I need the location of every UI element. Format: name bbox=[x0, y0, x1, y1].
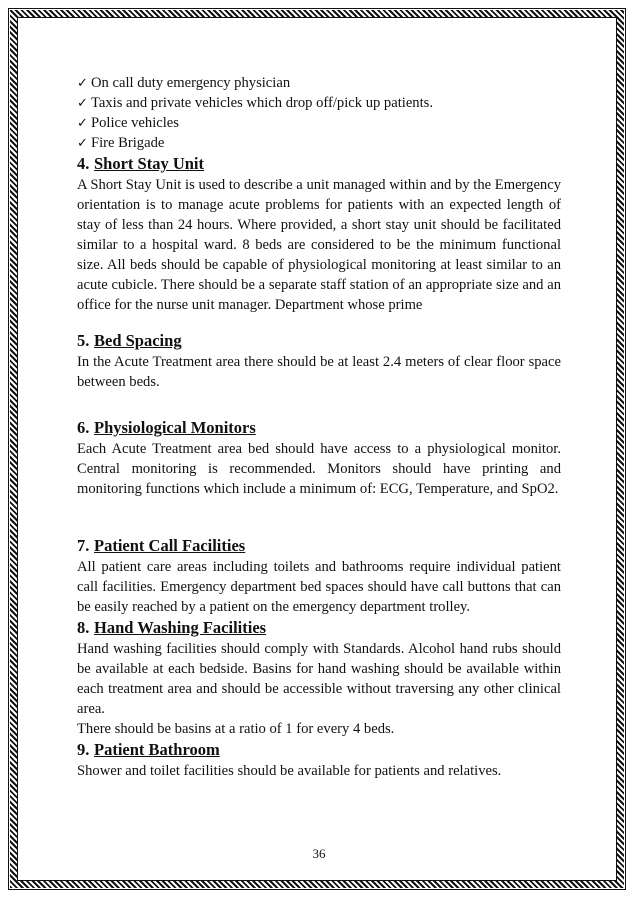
checklist-text: Taxis and private vehicles which drop off/pick up patients. bbox=[91, 95, 433, 111]
checklist-text: On call duty emergency physician bbox=[91, 75, 291, 91]
page-number: 36 bbox=[312, 846, 326, 861]
section-number: 7. bbox=[77, 536, 90, 555]
checklist-item bbox=[77, 73, 561, 93]
section-number: 9. bbox=[77, 740, 90, 759]
section-title: Physiological Monitors bbox=[94, 418, 256, 437]
checkmark-icon: ✓ bbox=[77, 75, 88, 90]
section-number: 6. bbox=[77, 418, 90, 437]
checklist-item bbox=[77, 93, 561, 113]
section-heading bbox=[77, 417, 561, 439]
section-heading bbox=[77, 330, 561, 352]
section-title: Hand Washing Facilities bbox=[94, 618, 267, 637]
section-title: Bed Spacing bbox=[94, 331, 182, 350]
section-number: 5. bbox=[77, 331, 90, 350]
section-heading bbox=[77, 535, 561, 557]
section-paragraph: Shower and toilet facilities should be available for patients and relatives. bbox=[77, 763, 502, 779]
section-paragraph: There should be basins at a ratio of 1 for every 4 beds. bbox=[77, 721, 395, 737]
section-paragraph: Hand washing facilities should comply with Standards. Alcohol hand rubs should be available at each bedside. Basins for hand washing should be available within each treatment area and should be accessible without traversing any other clinical area. bbox=[77, 641, 561, 717]
section-paragraph: In the Acute Treatment area there should be at least 2.4 meters of clear floor space between beds. bbox=[77, 354, 561, 390]
section-paragraph: All patient care areas including toilets and bathrooms require individual patient call facilities. Emergency department bed spaces should have call buttons that can be easily reached by a patient on the emergency department trolley. bbox=[77, 559, 561, 615]
section-title: Patient Call Facilities bbox=[94, 536, 246, 555]
section-title: Short Stay Unit bbox=[94, 154, 205, 173]
section-paragraph: A Short Stay Unit is used to describe a unit managed within and by the Emergency orientation is to manage acute problems for patients with an expected length of stay of less than 24 hours. Where provided, a short stay unit should be facilitated similar to a hospital ward. 8 beds are considered to be the minimum functional size. All beds should be capable of physiological monitoring at least similar to an acute cubicle. There should be a separate staff station of an appropriate size and an office for the nurse unit manager. Department whose prime bbox=[77, 177, 561, 313]
section-paragraph: Each Acute Treatment area bed should have access to a physiological monitor. Central monitoring is recommended. Monitors should have printing and monitoring functions which include a minimum of: ECG, Temperature, and SpO2. bbox=[77, 441, 561, 497]
checklist-text: Police vehicles bbox=[91, 115, 179, 131]
checkmark-icon: ✓ bbox=[77, 135, 88, 150]
section-number: 4. bbox=[77, 154, 90, 173]
section-heading bbox=[77, 739, 561, 761]
section-heading bbox=[77, 153, 561, 175]
checkmark-icon: ✓ bbox=[77, 115, 88, 130]
section-title: Patient Bathroom bbox=[94, 740, 220, 759]
checklist-item bbox=[77, 133, 561, 153]
checklist-item bbox=[77, 113, 561, 133]
section-heading bbox=[77, 617, 561, 639]
checklist-text: Fire Brigade bbox=[91, 135, 165, 151]
checkmark-icon: ✓ bbox=[77, 95, 88, 110]
page-content bbox=[77, 73, 561, 781]
section-number: 8. bbox=[77, 618, 90, 637]
